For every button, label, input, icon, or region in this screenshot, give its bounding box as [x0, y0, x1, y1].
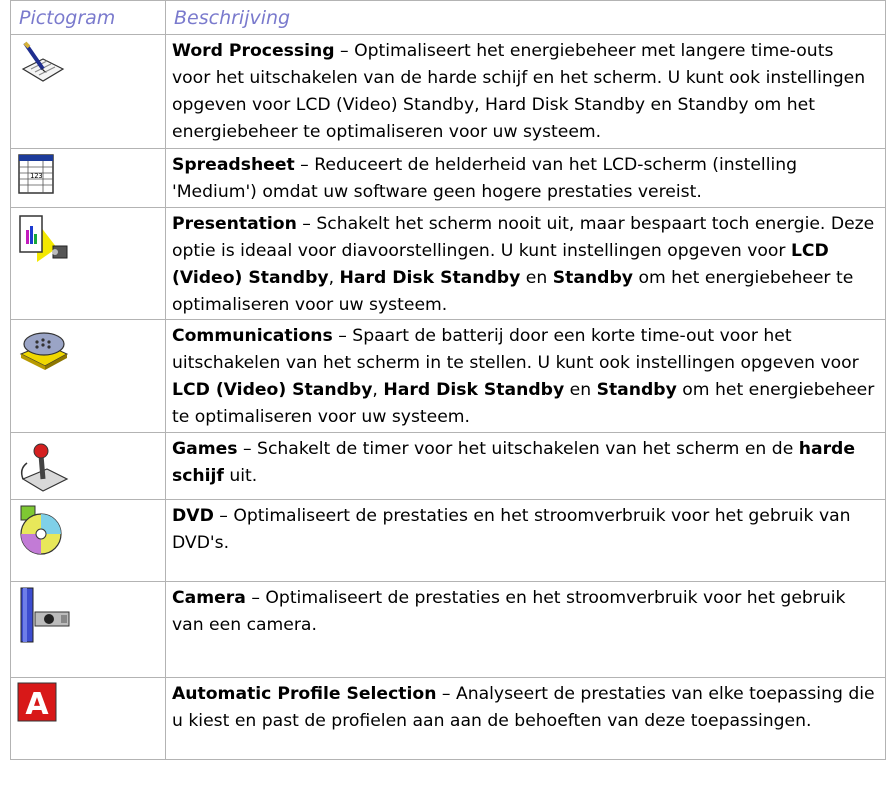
automatic-profile-a-icon	[17, 682, 165, 722]
description-text: – Optimaliseert de prestaties en het stroomverbruik voor het gebruik van een camera.	[172, 588, 846, 635]
bold-term: Standby	[552, 268, 633, 288]
row-description	[166, 433, 886, 500]
table-row	[11, 433, 886, 500]
icon-cell	[11, 208, 166, 320]
table-row	[11, 500, 886, 582]
table-row	[11, 35, 886, 149]
bold-term: Presentation	[172, 214, 297, 234]
camera-icon	[17, 586, 165, 644]
header-row	[11, 1, 886, 35]
bold-term: Games	[172, 439, 238, 459]
games-joystick-icon	[17, 437, 165, 493]
bold-term: DVD	[172, 506, 214, 526]
bold-term: Word Processing	[172, 41, 335, 61]
word-processing-pen-icon	[17, 39, 165, 87]
bold-term: Camera	[172, 588, 246, 608]
icon-cell	[11, 433, 166, 500]
description-text: – Schakelt het scherm nooit uit, maar bespaart toch energie. Deze optie is ideaal voor diavoorstellingen. U kunt instellingen opgeven voor	[172, 214, 875, 261]
description-text: – Reduceert de helderheid van het LCD-scherm (instelling 'Medium') omdat uw software geen hogere prestaties vereist.	[172, 155, 798, 202]
description-text: en	[564, 380, 597, 400]
bold-term: Standby	[596, 380, 677, 400]
bold-term: Spreadsheet	[172, 155, 295, 175]
description-text: – Optimaliseert het energiebeheer met langere time-outs voor het uitschakelen van de harde schijf en het scherm. U kunt ook instellingen opgeven voor LCD (Video) Standby, Hard Disk Standby en Standby om het energiebeheer te optimaliseren voor uw systeem.	[172, 41, 866, 142]
bold-term: Hard Disk Standby	[339, 268, 521, 288]
row-description	[166, 320, 886, 433]
table-row	[11, 320, 886, 433]
description-text: ,	[328, 268, 340, 288]
description-text: – Analyseert de prestaties van elke toepassing die u kiest en past de profielen aan aan de behoeften van deze toepassingen.	[172, 684, 875, 731]
description-text: ,	[372, 380, 384, 400]
bold-term: LCD (Video) Standby	[172, 380, 373, 400]
table-row	[11, 678, 886, 760]
icon-cell	[11, 35, 166, 149]
table-row	[11, 149, 886, 208]
bold-term: LCD (Video) Standby	[172, 241, 829, 288]
communications-phone-icon	[17, 324, 165, 374]
dvd-disc-icon	[17, 504, 165, 558]
bold-term: harde schijf	[172, 439, 856, 486]
table-row	[11, 208, 886, 320]
header-pictogram: Pictogram	[11, 1, 166, 35]
row-description	[166, 678, 886, 760]
description-text: – Optimaliseert de prestaties en het stroomverbruik voor het gebruik van DVD's.	[172, 506, 851, 553]
icon-cell	[11, 149, 166, 208]
presentation-projector-icon	[17, 212, 165, 268]
description-text: om het energiebeheer te optimaliseren voor uw systeem.	[172, 380, 875, 427]
bold-term: Hard Disk Standby	[383, 380, 565, 400]
icon-cell	[11, 500, 166, 582]
icon-cell	[11, 320, 166, 433]
description-text: – Spaart de batterij door een korte time-out voor het uitschakelen van het scherm in te stellen. U kunt ook instellingen opgeven voor	[172, 326, 859, 373]
svg-text:123: 123	[30, 172, 43, 180]
icon-cell	[11, 678, 166, 760]
bold-term: Automatic Profile Selection	[172, 684, 437, 704]
description-text: uit.	[223, 466, 258, 486]
description-text: – Schakelt de timer voor het uitschakelen van het scherm en de	[237, 439, 799, 459]
document-page	[10, 0, 895, 811]
svg-text:A: A	[25, 687, 49, 722]
bold-term: Communications	[172, 326, 333, 346]
row-description	[166, 582, 886, 678]
description-text: en	[520, 268, 553, 288]
row-description	[166, 500, 886, 582]
spreadsheet-grid-icon	[17, 153, 165, 197]
table-row	[11, 582, 886, 678]
icon-cell	[11, 582, 166, 678]
row-description	[166, 149, 886, 208]
description-text: om het energiebeheer te optimaliseren voor uw systeem.	[172, 268, 854, 315]
profile-table	[10, 0, 886, 760]
header-beschrijving: Beschrijving	[166, 1, 886, 35]
row-description	[166, 208, 886, 320]
row-description	[166, 35, 886, 149]
